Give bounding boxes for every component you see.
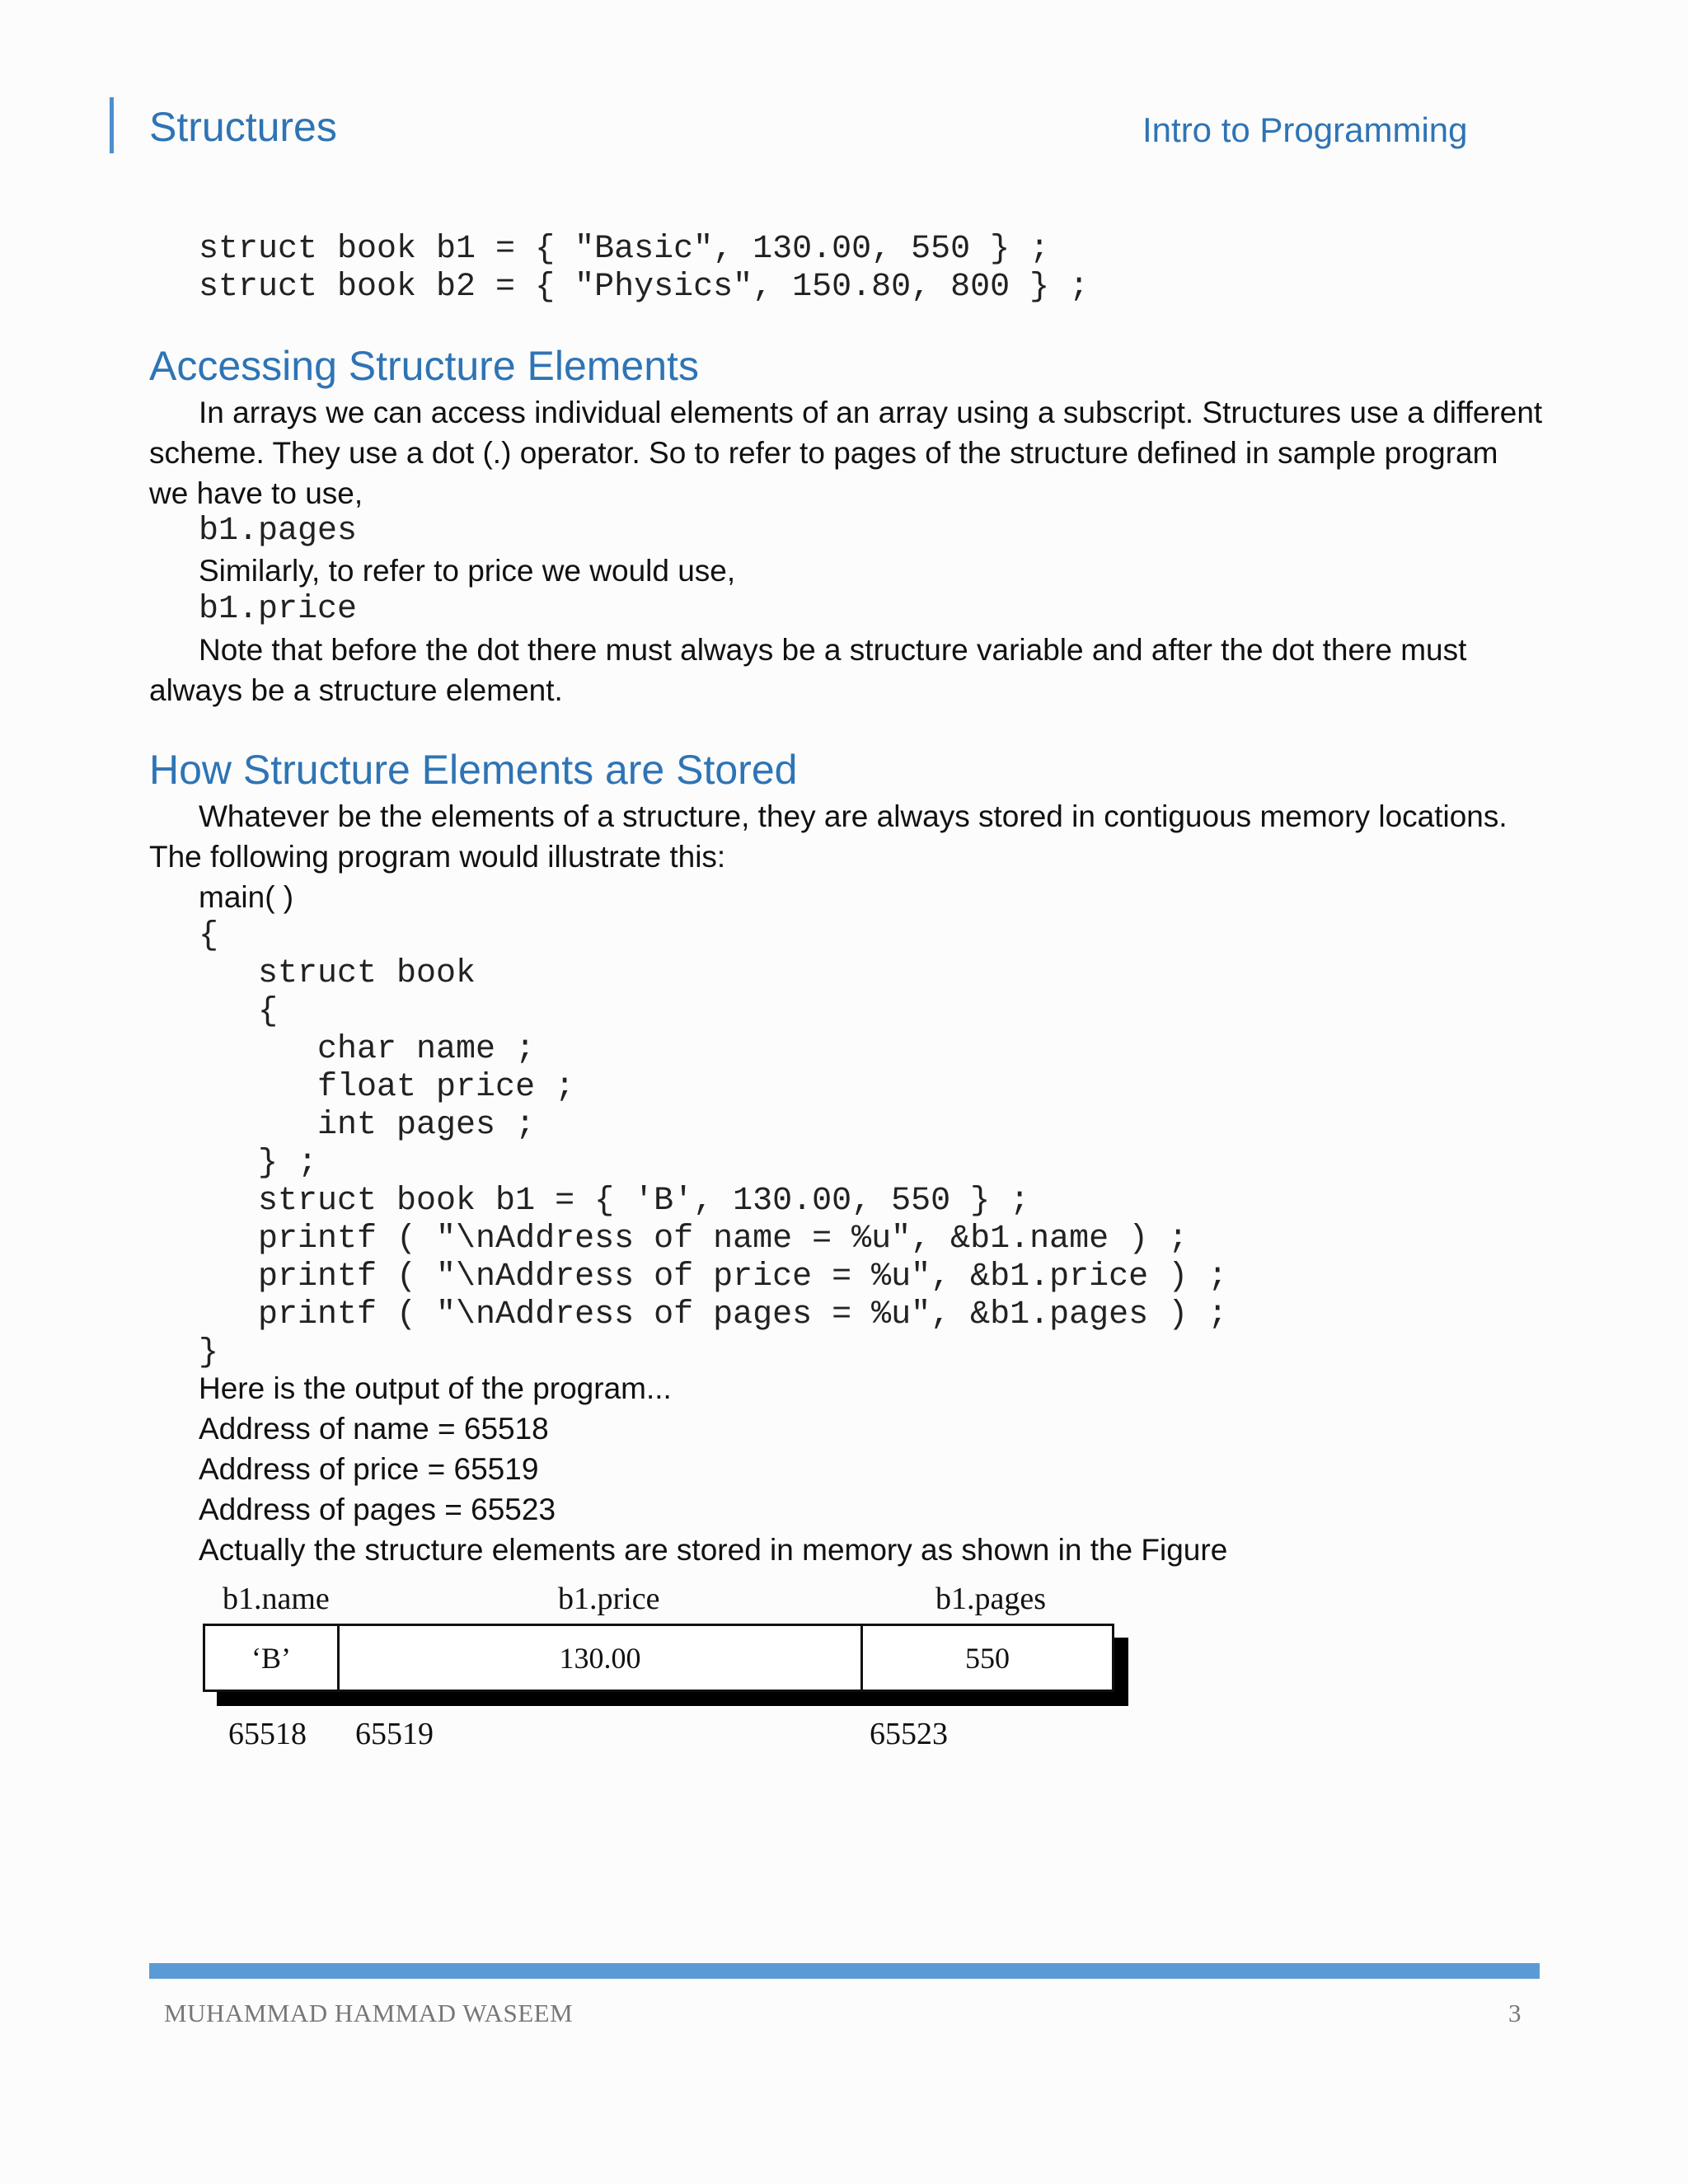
code-line: printf ( "\nAddress of name = %u", &b1.name ) ; <box>199 1221 1189 1258</box>
footer-rule <box>149 1963 1540 1979</box>
init-code-line-1: struct book b1 = { "Basic", 130.00, 550 } ; <box>199 231 1050 268</box>
paragraph-line: we have to use, <box>149 476 363 510</box>
paragraph-line: In arrays we can access individual elements of an array using a subscript. Structures use a different <box>199 396 1543 429</box>
code-line: } <box>199 1334 219 1371</box>
page-number: 3 <box>1508 1999 1522 2027</box>
section-heading-stored: How Structure Elements are Stored <box>149 747 798 793</box>
paragraph-line: always be a structure element. <box>149 673 563 707</box>
figure-label-price: b1.price <box>558 1582 660 1616</box>
figure-label-name: b1.name <box>223 1582 330 1616</box>
paragraph-line: scheme. They use a dot (.) operator. So to refer to pages of the structure defined in sample program <box>149 436 1498 470</box>
code-line: { <box>199 993 279 1030</box>
paragraph-line: Note that before the dot there must always be a structure variable and after the dot there must <box>199 633 1467 667</box>
address-pages: 65523 <box>870 1717 948 1751</box>
code-line: char name ; <box>199 1031 536 1068</box>
output-line: Address of price = 65519 <box>199 1452 539 1486</box>
figure-label-pages: b1.pages <box>935 1582 1047 1616</box>
memory-cell-name: ‘B’ <box>205 1626 340 1690</box>
code-line: struct book b1 = { 'B', 130.00, 550 } ; <box>199 1183 1030 1220</box>
output-line: Address of pages = 65523 <box>199 1493 556 1526</box>
memory-cell-pages: 550 <box>965 1641 1010 1675</box>
paragraph-line: Similarly, to refer to price we would use, <box>199 554 736 588</box>
code-line: } ; <box>199 1145 318 1182</box>
address-name: 65518 <box>228 1717 307 1751</box>
memory-layout-box <box>203 1624 1114 1692</box>
page-title: Structures <box>149 104 337 150</box>
output-intro: Here is the output of the program... <box>199 1371 672 1405</box>
header-accent-bar <box>110 97 114 153</box>
course-title: Intro to Programming <box>1142 110 1468 149</box>
code-b1-pages: b1.pages <box>199 513 358 550</box>
footer-author: MUHAMMAD HAMMAD WASEEM <box>164 1999 574 2027</box>
code-line: float price ; <box>199 1069 575 1106</box>
code-b1-price: b1.price <box>199 591 358 628</box>
figure-intro: Actually the structure elements are stored in memory as shown in the Figure <box>199 1533 1228 1567</box>
paragraph-line: Whatever be the elements of a structure, they are always stored in contiguous memory locations. <box>199 799 1507 833</box>
code-line: printf ( "\nAddress of pages = %u", &b1.pages ) ; <box>199 1296 1228 1333</box>
init-code-line-2: struct book b2 = { "Physics", 150.80, 800 } ; <box>199 269 1090 306</box>
paragraph-line: The following program would illustrate this: <box>149 840 726 874</box>
code-line: int pages ; <box>199 1107 536 1144</box>
code-line: struct book <box>199 955 476 992</box>
main-label: main( ) <box>199 880 294 914</box>
output-line: Address of name = 65518 <box>199 1412 549 1446</box>
section-heading-accessing: Accessing Structure Elements <box>149 343 699 389</box>
address-price: 65519 <box>355 1717 434 1751</box>
code-line: printf ( "\nAddress of price = %u", &b1.price ) ; <box>199 1258 1228 1296</box>
memory-cell-price: 130.00 <box>340 1626 863 1690</box>
code-line: { <box>199 917 219 954</box>
